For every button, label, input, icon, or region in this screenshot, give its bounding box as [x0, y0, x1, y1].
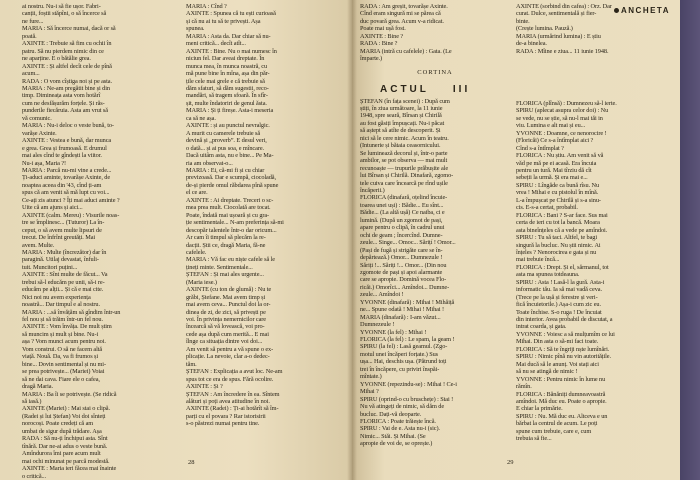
text-line: MARIA : Să încerce numai, dacă or să: [22, 25, 116, 33]
text-line: FLORICA (la fel) : Le spam, la geam !: [360, 336, 455, 344]
text-line: previzoasă. Dar e scumpă, ciocoladă,: [186, 174, 276, 182]
text-line: Dumnezeule !: [360, 321, 395, 329]
text-line: din interior. Avea probabil de discutat, a: [516, 316, 613, 324]
text-line: patru. Să nu pierdem nimic din ce: [22, 47, 104, 55]
text-line: SPIRU : Nu. Mă duc eu. Altceva e un: [516, 412, 608, 420]
text-line: AXINTE : Bine ?: [360, 32, 404, 40]
text-line: FLORICA (dinafară, oțelind încuie-: [360, 194, 448, 202]
text-line: FLORICA (plînsă) : Dumnezeu să-l ierte.: [516, 99, 617, 107]
text-line: se vede, nu se știe, să nu-l mai tăi in: [516, 114, 603, 122]
text-line: toarea unei uși) : Bădie... Eu sînt...: [360, 201, 444, 209]
text-line: RADA : Mîine e ziua... 11 iunie 1948.: [516, 47, 609, 55]
text-line: educăm pe alții... Și că e mai cite.: [22, 286, 104, 294]
text-line: (Floricăi) Ce s-a întîmplat aici ?: [516, 137, 594, 145]
text-line: Bădie... (La altă ușă) Ce naiba, ci e: [360, 209, 445, 217]
text-line: L-a împușcat pe Chirilă și s-a sinu-: [516, 196, 601, 204]
text-line: Cînd s-a întîmplat ?: [516, 144, 564, 152]
text-line: viață. Nouă. Da, va fi frumos și: [22, 353, 99, 361]
text-line: să ne dai cava. Fiare ele o cafea,: [22, 375, 100, 383]
text-line: AXINTE : și au punctul nevralgic.: [186, 122, 270, 130]
text-line: duc povară grea. Acum v-a ridicat.: [360, 17, 444, 25]
text-line: apare pentru o clipă, în cadrul unui: [360, 224, 445, 232]
text-line: MARIA : Multe (încrezător) dar în: [22, 248, 107, 256]
text-line: de-și pierde omul răbdarea pînă spune: [186, 181, 279, 189]
text-line: binte.: [516, 17, 530, 25]
text-line: ȘTEFAN (în fața scenei) : După cum: [360, 97, 450, 105]
text-line: rămîn.: [516, 383, 532, 391]
text-line: îlnge ca situația dintre voi doi...: [186, 338, 263, 346]
text-line: apropie de voi de, se oprește.): [360, 440, 433, 448]
text-line: punderile fiecăruia. Asta am vrut să: [22, 107, 108, 115]
text-line: e grea. Grea și frumoasă. E drumul: [22, 144, 107, 152]
text-line: FLORICA : Bani ? S-ar face. Sus mai: [516, 211, 608, 219]
text-line: paragină. Utilaj devastat, înfuli-: [22, 256, 99, 264]
text-line: Amîndurora îmi pare acum mult: [22, 450, 101, 458]
text-line: să aștept să atîte de descoperit. Și: [360, 127, 441, 135]
text-line: MARIA : Și ți fireșe. Asta-i meseria: [186, 107, 274, 115]
text-line: MARIA : Parcă nu-mi vine a crede...: [22, 166, 112, 174]
text-line: înțeles ? Nenorocirea e gata și nu: [516, 248, 597, 256]
text-line: mai ales cînd te gîndești la viitor.: [22, 152, 102, 160]
text-line: MARIA : Ne-am pregătit bine și din: [22, 84, 110, 92]
text-line: YVONNE : Doamne, ce nenorocire !: [516, 129, 607, 137]
text-line: MARIA : Nu-i deloc o veste bună, to-: [22, 122, 114, 130]
text-line: trecut. De înfrînt greutăți. Mai: [22, 234, 96, 242]
text-line: [516, 92, 666, 99]
text-line: certa de ieri cu tot la bancă. Moara: [516, 219, 600, 227]
text-line: AXINTE : Și ?: [186, 383, 223, 391]
right-column-2: [516, 3, 666, 443]
text-line: ȘTEFAN : Și mai ales urgente...: [186, 271, 264, 279]
text-line: A murit cu camerele trebuie să: [186, 129, 261, 137]
text-line: și că nu ai tu să te privești. Așa: [186, 17, 261, 25]
text-line: Mihai ?: [360, 388, 379, 396]
text-line: mai ochi minunat pe parcă modestă.: [22, 457, 110, 465]
text-line: singură la bucluc. Nu știi nimic. Ai: [516, 241, 601, 249]
text-line: Nu vă atingeți de nimic, să dăm de: [360, 403, 445, 411]
text-line: se prea potrivește... (Mariei) Voiai: [22, 368, 105, 376]
text-line: canții, foștii stăpîni, o să încerce să: [22, 10, 107, 18]
text-line: ria am observat-o...: [186, 159, 233, 167]
text-line: s-o păstrezi numai pentru tine.: [186, 420, 260, 428]
text-line: SPIRU : Lîngăde ca bună rîsu. Nu: [516, 181, 600, 189]
text-line: bine... Dovin sentimental și nu mi-: [22, 360, 106, 368]
text-line: să nu se atingă de nimic !: [516, 368, 578, 376]
text-line: meni critică... decît atît...: [186, 40, 246, 48]
left-page-number: 28: [188, 459, 195, 466]
text-line: bucluc. Dați-vă deoparte.: [360, 410, 422, 418]
background-strip: [680, 0, 700, 480]
text-line: munca mea, în munca noastră, cu: [186, 62, 268, 70]
text-line: MARIA : ...să învățăm să gîndim într-un: [22, 308, 121, 316]
text-line: 1948, spre seară, Bîrsan și Chirilă: [360, 112, 442, 120]
text-line: pentru un tură. Mai tîrziu dă cît: [516, 166, 592, 174]
text-line: [516, 70, 666, 77]
text-line: spune cum trebuie, care e, cum: [516, 427, 592, 435]
text-line: ne fure...: [22, 17, 44, 25]
text-line: YVONNE : Voiesc a să mulțumîm ce lui: [516, 330, 615, 338]
text-line: MARIA (dinafară) : I-am văzut...: [360, 313, 441, 321]
text-line: AXINTE (calm. Mereu) : Visurile noas-: [22, 211, 120, 219]
text-line: asta ma spunea totdeauna.: [516, 271, 580, 279]
text-line: Vom construi. O să ne facem altă: [22, 345, 103, 353]
text-line: mă pune bine în mîna, așa din păr-: [186, 70, 270, 78]
book-gutter: [347, 0, 357, 480]
text-line: informatic tău. Ia să mai vadă ceva.: [516, 286, 602, 294]
text-line: [516, 85, 666, 92]
text-line: umbat de sigur după trădare. Așa: [22, 427, 102, 435]
text-line: AXINTE : Bine. Nu o mai numesc în: [186, 47, 277, 55]
text-line: AXINTE : Sînt multe de făcut... Va: [22, 271, 108, 279]
text-line: varășe Axinte.: [22, 129, 57, 137]
text-line: YVONNE (dinafară) : Mihai ! Mihăiță: [360, 298, 455, 306]
text-line: asta bineînțeles că a vede pe amîndoi.: [516, 226, 608, 234]
text-line: fică încuietorile.) Așa-i cum zic eu.: [516, 301, 601, 309]
text-line: [516, 78, 666, 85]
text-line: norocoși. Poate credeți că am: [22, 420, 94, 428]
text-line: Ți-aduci aminte, tovarășe Axinte, de: [22, 174, 111, 182]
text-line: dragă Maria.: [22, 383, 53, 391]
text-line: noastră... Dar timpul e al nostru.: [22, 301, 100, 309]
text-line: (Trece pe la ușă și ferestre și veri-: [516, 293, 598, 301]
text-line: șit, multe îndatoriri de genul ăsta.: [186, 99, 267, 107]
text-line: Dacă uitâm asta, nu e bine... Pe Ma-: [186, 152, 274, 160]
text-line: să iasă.): [22, 398, 42, 406]
text-line: AXINTE : Vom învăța. De mult știm: [22, 323, 112, 331]
text-line: SPIRU : Vai de e. Asta nu-i (sic).: [360, 425, 440, 433]
text-line: țile cele mai grele e că trebuie să: [186, 77, 265, 85]
text-line: alături și poți avea atitudine în noi.: [186, 398, 270, 406]
text-line: AXINTE : Trebuie să fim cu ochii în: [22, 40, 112, 48]
text-line: MARIA (intră cu cafelele) : Gata. (Le: [360, 47, 452, 55]
text-line: RADA : Să nu-ți închipui asta. Sînt: [22, 435, 108, 443]
text-line: ca să ne așa.: [186, 114, 216, 122]
text-line: RADA : Am greșit, tovarășe Axinte.: [360, 3, 448, 10]
text-line: AXINTE (Radei) : Ți-ai hotărît să îm-: [186, 405, 279, 413]
text-line: (Radei și lui Ștefan) Voi doi sînteți: [22, 412, 106, 420]
cortina-label: CORTINA: [417, 68, 453, 76]
text-line: MARIA : Ba îi se potrivește. (Se ridică: [22, 390, 117, 398]
text-line: Poate mai ușă fost.: [360, 25, 406, 33]
text-line: împarte.): [360, 55, 383, 63]
text-line: dacții. Știi ce, dragă Maria, fă-ne: [186, 241, 266, 249]
text-line: SPIRU : Asta ! Lasă-l la gură. Asta-i: [516, 278, 605, 286]
text-line: mai avem ceva... Punctul doi la or-: [186, 301, 271, 309]
text-line: cafelele.: [186, 248, 207, 256]
text-line: sebeții la urmă. Și era mai e...: [516, 174, 588, 182]
text-line: AXINTE : Maria ieri făcea mai înainte: [22, 465, 117, 473]
text-line: (Maria iese.): [186, 278, 217, 286]
text-line: tăm.: [186, 360, 197, 368]
text-line: Nimic... Stăi. Și Mihai. (Se: [360, 432, 426, 440]
text-line: Se luminează decorul și, într-o parte: [360, 149, 448, 157]
text-line: trebui să-l educăm pe unii, să-i re-: [22, 278, 105, 286]
text-line: MARIA : Vă fac eu niște cafele să le: [186, 256, 275, 264]
text-line: fel nou și să trăim într-un fel nou.: [22, 316, 103, 324]
text-line: (Pași de fugă și strigăte care se în-: [360, 246, 443, 254]
text-line: zeule... Amîndoi !: [360, 291, 404, 299]
text-line: AXINTE : Și altfel decît cele de pînă: [22, 62, 112, 70]
text-line: Ce-ați zis atunci ? Îți mai aduci aminte ?: [22, 196, 120, 204]
text-line: devină și „proverb”. E desul veri,: [186, 137, 267, 145]
text-line: MARIA (urmărind lumina) : E știu: [516, 32, 601, 40]
text-line: SPIRU : Nimic pînă nu vin autoritățile.: [516, 353, 611, 361]
text-line: motul unei încăperi forțate.) Sus: [360, 350, 439, 358]
text-line: viu. Lumina e alt mai și eu...: [516, 122, 586, 130]
left-column-2: [186, 3, 336, 428]
text-line: ai nostru. Nu-i să fie ușor. Fabri-: [22, 3, 101, 10]
text-line: Uite că am ajuns și aici...: [22, 204, 83, 212]
text-line: Am venit să pentru a vă spune o ex-: [186, 345, 274, 353]
text-line: RADA : Bine ?: [360, 40, 398, 48]
text-line: SPIRU (aplecat asupra celor doi) : Nu: [516, 107, 609, 115]
text-line: spus tot ce era de spus. Fără ocolire.: [186, 375, 274, 383]
text-line: Cînd eram singură mi se părea că: [360, 10, 441, 18]
text-line: spus că am venit să mă lupt cu voi...: [22, 189, 110, 197]
text-line: să muncim și mult și bine. Nu-i: [22, 330, 99, 338]
text-line: MARIA : Cînd ?: [186, 3, 227, 10]
text-line: mea prea mult. Ciocolată are tocat.: [186, 204, 271, 212]
text-line: plicație. La nevoie, clar a-o dedec-: [186, 353, 270, 361]
text-line: tînără. Dar ne-ai adus o veste bună.: [22, 442, 108, 450]
text-line: zeule... Singe... Omoc... Sărițí ! Omor...: [360, 239, 456, 247]
text-line: curat. Dulce, sentimentală și fier-: [516, 10, 597, 18]
right-page-number: 29: [507, 459, 514, 466]
text-line: AXINTE (sorbind din cafea) : Orz. Dar: [516, 3, 612, 10]
text-line: amîndoi. Mă duc eu. Poate o apropie.: [516, 398, 607, 406]
text-line: bărbat la centrul de acum. Le poți: [516, 420, 598, 428]
text-line: o dată... și ai pus soa, e mîncare.: [186, 144, 264, 152]
text-line: (Crește lumina. Pauză.): [516, 25, 573, 33]
text-line: AXINTE (cu ton de glumă) : Nu te: [186, 286, 272, 294]
text-line: SPIRU : Tu să taci. Altfel, te bagi: [516, 234, 597, 242]
left-column-1: [22, 3, 172, 480]
text-line: ușa... Hai, deschis ușa. (Pătrund toți: [360, 358, 447, 366]
text-line: avem. Multe.: [22, 241, 55, 249]
text-line: tuit. Muncitori puțini...: [22, 263, 78, 271]
text-line: Toate închise. S-o ruga ! De încuiat: [516, 308, 602, 316]
text-line: dăm sfaturi, să dăm sugestii, reco-: [186, 84, 269, 92]
text-line: intrat coarda, și gata.: [516, 323, 567, 331]
text-line: Poate, îndată mai ușoară și cu gra-: [186, 211, 270, 219]
text-line: trei în încăpere, cu priviri înspăi-: [360, 365, 440, 373]
text-line: au fost găsiți împușcați. Nu-i păcat: [360, 119, 445, 127]
text-line: Mai ducă să le anunț. Voi stați aici: [516, 360, 599, 368]
text-line: zgomote de pași și apoi alarmante: [360, 268, 443, 276]
text-line: FLORICA : Poate trăiește încă.: [360, 418, 436, 426]
text-line: poată.: [22, 32, 37, 40]
text-line: grăbi, Ștefane. Mai avem timp și: [186, 293, 266, 301]
text-line: YVONNE (la fel) : Mihai !: [360, 328, 427, 336]
right-page: [352, 0, 680, 480]
text-line: [516, 55, 666, 62]
text-line: AXINTE : Spunea că tu ești curioasă: [186, 10, 276, 18]
text-line: ochi de geam ; încercînd. Dumne-: [360, 231, 443, 239]
text-line: noaptea aceea din '43, cînd ți-am: [22, 181, 102, 189]
text-line: Nu-i așa, Maria ?!: [22, 159, 67, 167]
text-line: timp. Dimineața asta vom hotărî: [22, 92, 101, 100]
text-line: nici să le cere nimic. Acum în teatru.: [360, 134, 449, 142]
text-line: știți, în ziua următoare, la 11 iunie: [360, 104, 443, 112]
text-line: care se apropie. Domină vocea Flo-: [360, 276, 447, 284]
text-line: o critică...: [22, 472, 46, 480]
text-line: lui Bîrsan și Chirilă. Dinafară, zgomo-: [360, 172, 454, 180]
text-line: (Intunerie și bătaia ceasornicului.: [360, 142, 441, 150]
text-line: parți cu el povara ? Rar istorisirii: [186, 412, 266, 420]
text-line: ȘTEFAN : Am încredere în ea. Sîntem: [186, 390, 280, 398]
text-line: SPIRU (oprind-o cu bruschețe) : Stai !: [360, 395, 454, 403]
text-line: ceput, o să avem multe lipsuri de: [22, 226, 102, 234]
text-line: E chiar la primărie.: [516, 405, 563, 413]
text-line: ambilor, se pot observa — mai mult: [360, 157, 448, 165]
header-title: ANCHETA: [620, 6, 670, 15]
text-line: de-a binelea.: [516, 40, 547, 48]
text-line: așa ? Vom munci acum pentru noi.: [22, 338, 106, 346]
text-line: cis. E-s-a certat, probabil.: [516, 204, 578, 212]
text-line: încearcă să vă lovească, voi pro-: [186, 323, 265, 331]
text-line: YVONNE : Pentru nimic în lume nu: [516, 375, 606, 383]
text-line: dinea de zi, de zici, să privești pe: [186, 308, 266, 316]
text-line: ricăi.) Omorîci... Amîndoi... Dumne-: [360, 283, 450, 291]
text-line: [516, 63, 666, 70]
act-heading: [380, 84, 510, 96]
text-line: voi. În privința nemernicilor care: [186, 316, 267, 324]
text-line: acum...: [22, 70, 40, 78]
text-line: el ce are.: [186, 189, 208, 197]
text-line: MARIA : Ei, că-mi fi și cu chiar: [186, 166, 265, 174]
text-line: FLORICA : Să te îngriji nște lumînări.: [516, 345, 610, 353]
text-line: lumină. (După un zgomot de pași,: [360, 216, 443, 224]
text-line: descopăr talentele într-o dar oricum...: [186, 226, 277, 234]
text-line: SPIRU (la fel) : Lasă geamul. (Zgo-: [360, 343, 448, 351]
text-line: RADA : O vom cîștiga noi și pe asta.: [22, 77, 112, 85]
act-title: ACTUL: [380, 84, 429, 96]
text-line: Ar cam îi timpul să plecăm la re-: [186, 234, 266, 242]
text-line: țineți minte. Sentimentale...: [186, 263, 253, 271]
text-line: Mihai. Din asta o să-mi faci toate.: [516, 338, 599, 346]
text-line: Săriți !... Săriți !... Omor... (Din nou: [360, 261, 447, 269]
text-line: tre se împlinesc... (Tuturor) La în-: [22, 219, 105, 227]
text-line: YVONNE (repezindu-se) : Mihai ! Ce-i: [360, 380, 457, 388]
text-line: vă comunic.: [22, 114, 52, 122]
text-line: cum ne desfășurăm forțele. Și răs-: [22, 99, 105, 107]
text-line: ție sentimentale... N-am preferința să-mi: [186, 219, 284, 227]
text-line: niciun fel. Dar aveai dreptate. În: [186, 55, 265, 63]
text-line: ȘTEFAN : Explicația a avut loc. Ne-am: [186, 368, 283, 376]
text-line: FLORICA : Drept. Și el, sărmanul, tot: [516, 263, 609, 271]
text-line: cede așa după cum merită... E mai: [186, 330, 269, 338]
act-number: III: [452, 84, 471, 96]
text-line: FLORICA : Nu știu. Am venit să vă: [516, 152, 604, 160]
text-line: recunoaște — trupurile prăbușite ale: [360, 164, 449, 172]
text-line: AXINTE : Vestea e bună, dar munca: [22, 137, 112, 145]
text-line: AXINTE : Ai dreptate. Treceri o sc-: [186, 196, 274, 204]
text-line: FLORICA : Bănăniți dumneavoastră: [516, 390, 606, 398]
text-line: vrea ! Mihai e cu pistolul în mînă.: [516, 189, 599, 197]
right-column-1: [360, 3, 510, 448]
text-line: Nici noi nu avem experiența: [22, 293, 91, 301]
text-line: spunea.: [186, 25, 205, 33]
text-line: AXINTE (Mariei) : Mai stai o clipă.: [22, 405, 110, 413]
text-line: tele cuiva care încearcă pe rînd ușile: [360, 179, 448, 187]
text-line: trebuia să fie...: [516, 435, 552, 443]
text-line: încăperii.): [360, 186, 385, 194]
text-line: mandări, să tragem sfoară. În sfîr-: [186, 92, 268, 100]
text-line: ne aparține. E o bătălie grea.: [22, 55, 91, 63]
text-line: mîntate.): [360, 373, 382, 381]
text-line: mai trebuie încă...: [516, 256, 560, 264]
text-line: ne... Spune odată ! Mihai ! Mihai !: [360, 306, 444, 314]
text-line: MARIA : Asta da. Dar chiar să nu-: [186, 32, 271, 40]
text-line: văd pe mă pe ei acasă. Era încuia: [516, 159, 597, 167]
text-line: depărtează.) Omor... Dumnezule !: [360, 254, 443, 262]
